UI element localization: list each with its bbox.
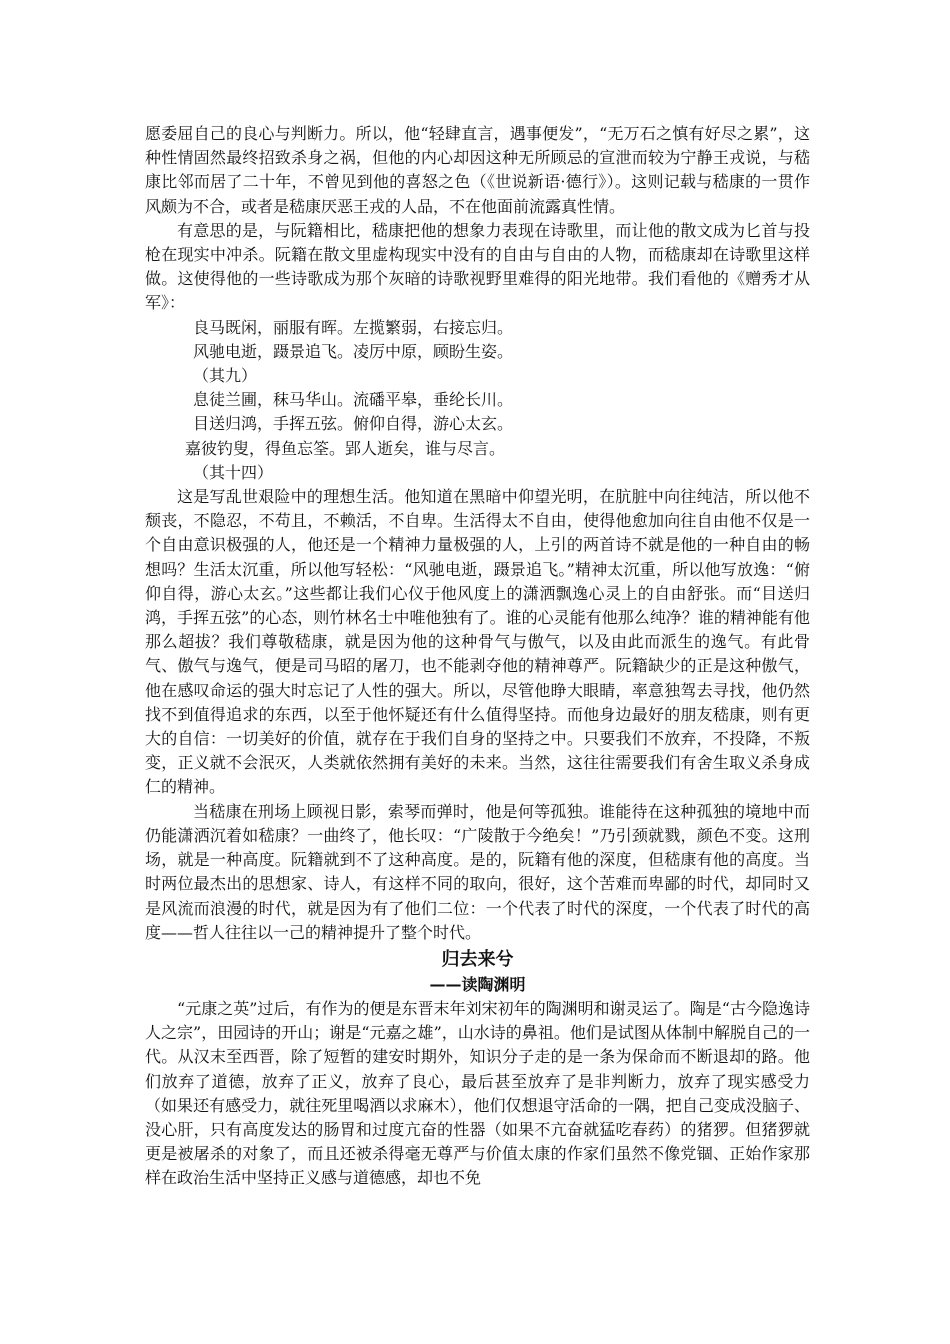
poem-line: 良马既闲，丽服有晖。左揽繁弱，右接忘归。 bbox=[193, 317, 514, 337]
poem-line: 嘉彼钓叟，得鱼忘筌。郢人逝矣，谁与尽言。 bbox=[185, 438, 506, 458]
poem-note: （其九） bbox=[193, 366, 258, 386]
paragraph-execution: 当嵇康在刑场上顾视日影，索琴而弹时，他是何等孤独。谁能待在这种孤独的境地中而仍能潇洒沉着如嵇康？一曲终了，他长叹：“广陵散于今绝矣！”乃引颈就戮，颜色不变。这刑场，就是一种高度。阮籍就到不了这种高度。是的，阮籍有他的深度，但嵇康有他的高度。当时两位最杰出的思想家、诗人，有这样不同的取向，很好，这个苦难而卑鄙的时代，却同时又是风流而浪漫的时代，就是因为有了他们二位：一个代表了时代的深度，一个代表了时代的高度——哲人往往以一己的精神提升了整个时代。 bbox=[145, 801, 810, 942]
poem-block bbox=[145, 316, 810, 485]
paragraph-tao-yuanming: “元康之英”过后，有作为的便是东晋末年刘宋初年的陶渊明和谢灵运了。陶是“古今隐逸诗人之宗”，田园诗的开山；谢是“元嘉之雄”，山水诗的鼻祖。他们是试图从体制中解脱自己的一代。从汉末至西晋，除了短暂的建安时期外，知识分子走的是一条为保命而不断退却的路。他们放弃了道德，放弃了正义，放弃了良心，最后甚至放弃了是非判断力，放弃了现实感受力（如果还有感受力，就往死里喝酒以求麻木），他们仅想退守活命的一隅，把自己变成没脑子、没心肝，只有高度发达的肠胃和过度亢奋的性器（如果不亢奋就猛吃春药）的猪猡。但猪猡就更是被屠杀的对象了，而且还被杀得毫无尊严与价值太康的作家们虽然不像党锢、正始作家那样在政治生活中坚持正义感与道德感，却也不免 bbox=[145, 998, 810, 1188]
paragraph-poetry-intro: 有意思的是，与阮籍相比，嵇康把他的想象力表现在诗歌里，而让他的散文成为匕首与投枪在现实中冲杀。阮籍在散文里虚构现实中没有的自由与自由的人物，而嵇康却在诗歌里这样做。这使得他的一些诗歌成为那个灰暗的诗歌视野里难得的阳光地带。我们看他的《赠秀才从军》： bbox=[145, 220, 810, 313]
section-subtitle: ——读陶渊明 bbox=[429, 974, 526, 994]
poem-note: （其十四） bbox=[193, 462, 274, 482]
poem-line: 目送归鸿，手挥五弦。俯仰自得，游心太玄。 bbox=[193, 414, 514, 434]
poem-line: 风驰电逝，蹑景追飞。凌厉中原，顾盼生姿。 bbox=[193, 341, 514, 361]
poem-line: 息徒兰圃，秣马华山。流磻平皋，垂纶长川。 bbox=[193, 390, 514, 410]
paragraph-commentary: 这是写乱世艰险中的理想生活。他知道在黑暗中仰望光明，在肮脏中向往纯洁，所以他不颓丧，不隐忍，不苟且，不赖活，不自卑。生活得太不自由，使得他愈加向往自由他不仅是一个自由意识极强的人，他还是一个精神力量极强的人，上引的两首诗不就是他的一种自由的畅想吗？生活太沉重，所以他写轻松：“风驰电逝，蹑景追飞。”精神太沉重，所以他写放逸：“俯仰自得，游心太玄。”这些都让我们心仪于他风度上的潇洒飘逸心灵上的自由舒张。而“目送归鸿，手挥五弦”的心态，则竹林名士中唯他独有了。谁的心灵能有他那么纯净？谁的精神能有他那么超拔？我们尊敬嵇康，就是因为他的这种骨气与傲气，以及由此而派生的逸气。有此骨气、傲气与逸气，便是司马昭的屠刀，也不能剥夺他的精神尊严。阮籍缺少的正是这种傲气，他在感叹命运的强大时忘记了人性的强大。所以，尽管他睁大眼睛，率意独驾去寻找，他仍然找不到值得追求的东西，以至于他怀疑还有什么值得坚持。而他身边最好的朋友嵇康，则有更大的自信：一切美好的价值，就存在于我们自身的坚持之中。只要我们不放弃，不投降，不叛变，正义就不会泯灭，人类就依然拥有美好的未来。当然，这往往需要我们有舍生取义杀身成仁的精神。 bbox=[145, 487, 810, 797]
document-page bbox=[145, 122, 810, 1191]
section-title: 归去来兮 bbox=[441, 948, 514, 970]
paragraph-continuation: 愿委屈自己的良心与判断力。所以，他“轻肆直言，遇事便发”，“无万石之慎有好尽之累”，这种性情固然最终招致杀身之祸，但他的内心却因这种无所顾忌的宣泄而较为宁静王戎说，与嵇康比邻而居了二十年，不曾见到他的喜怒之色（《世说新语·德行》）。这则记载与嵇康的一贯作风颇为不合，或者是嵇康厌恶王戎的人品，不在他面前流露真性情。 bbox=[145, 124, 810, 216]
